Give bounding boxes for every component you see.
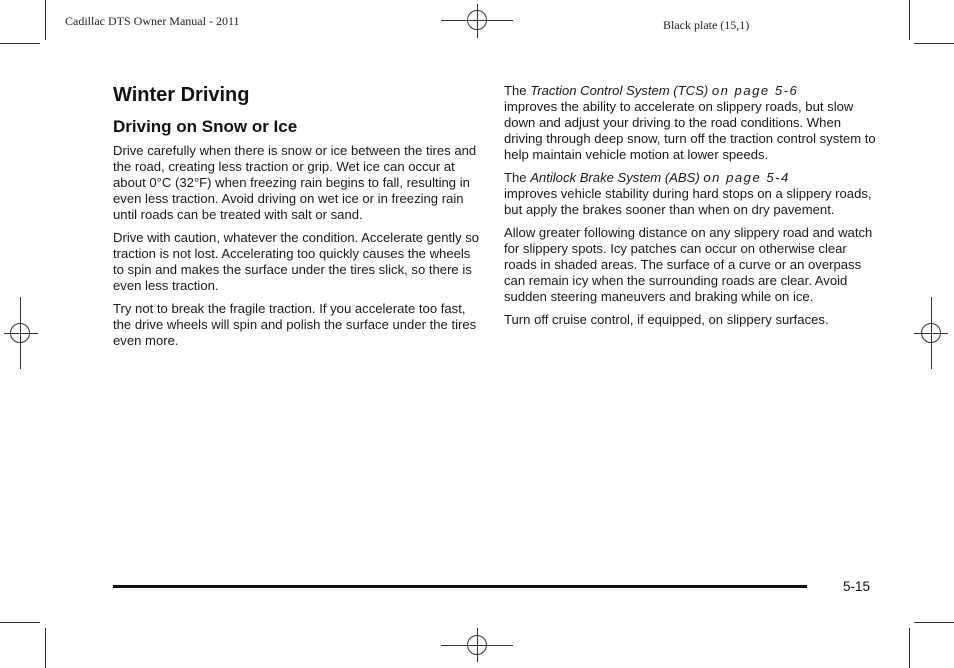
page-number: 5-15 [843,579,871,594]
footer-rule [113,585,807,588]
paragraph-tcs [504,83,876,163]
abs-reference-link[interactable] [530,170,790,185]
section-title: Winter Driving [113,84,250,106]
abs-prefix: The [504,170,531,185]
paragraph-abs [504,170,876,218]
paragraph-caution: Drive with caution, whatever the condition. Accelerate gently so traction is not lost. Accelerating too quickly causes the wheels to spin and makes the surface under the tires slick, so there is even less traction. [113,230,480,293]
tcs-body: improves the ability to accelerate on slippery roads, but slow down and adjust your driving to the road conditions. When driving through deep snow, turn off the traction control system to help maintain vehicle motion at lower speeds. [504,99,876,162]
right-column [504,83,876,335]
tcs-page-ref: on page 5‑6 [711,83,799,98]
plate-label: Black plate (15,1) [663,18,750,32]
abs-page-ref: on page 5‑4 [703,170,790,185]
left-column [113,83,483,356]
paragraph-snow-ice: Drive carefully when there is snow or ice between the tires and the road, creating less traction or grip. Wet ice can occur at about 0°C (32°F) when freezing rain begins to fall, resulting in even less traction. Avoid driving on wet ice or in freezing rain until roads can be treated with salt or sand. [113,143,477,222]
manual-title: Cadillac DTS Owner Manual - 2011 [65,14,240,28]
paragraph-following-distance: Allow greater following distance on any slippery road and watch for slippery spots. Icy patches can occur on otherwise clear roads in shaded areas. The surface of a curve or an overpass can remain icy when the surrounding roads are clear. Avoid sudden steering maneuvers and braking while on ice. [504,225,873,304]
tcs-link-text: Traction Control System (TCS) [530,83,709,98]
abs-link-text: Antilock Brake System (ABS) [530,170,700,185]
tcs-prefix: The [504,83,531,98]
paragraph-cruise-control: Turn off cruise control, if equipped, on slippery surfaces. [504,312,829,327]
tcs-reference-link[interactable] [530,83,798,98]
section-subtitle: Driving on Snow or Ice [113,117,298,136]
paragraph-traction: Try not to break the fragile traction. If you accelerate too fast, the drive wheels will spin and polish the surface under the tires even more. [113,301,477,348]
abs-body: improves vehicle stability during hard stops on a slippery roads, but apply the brakes sooner than when on dry pavement. [504,186,872,217]
